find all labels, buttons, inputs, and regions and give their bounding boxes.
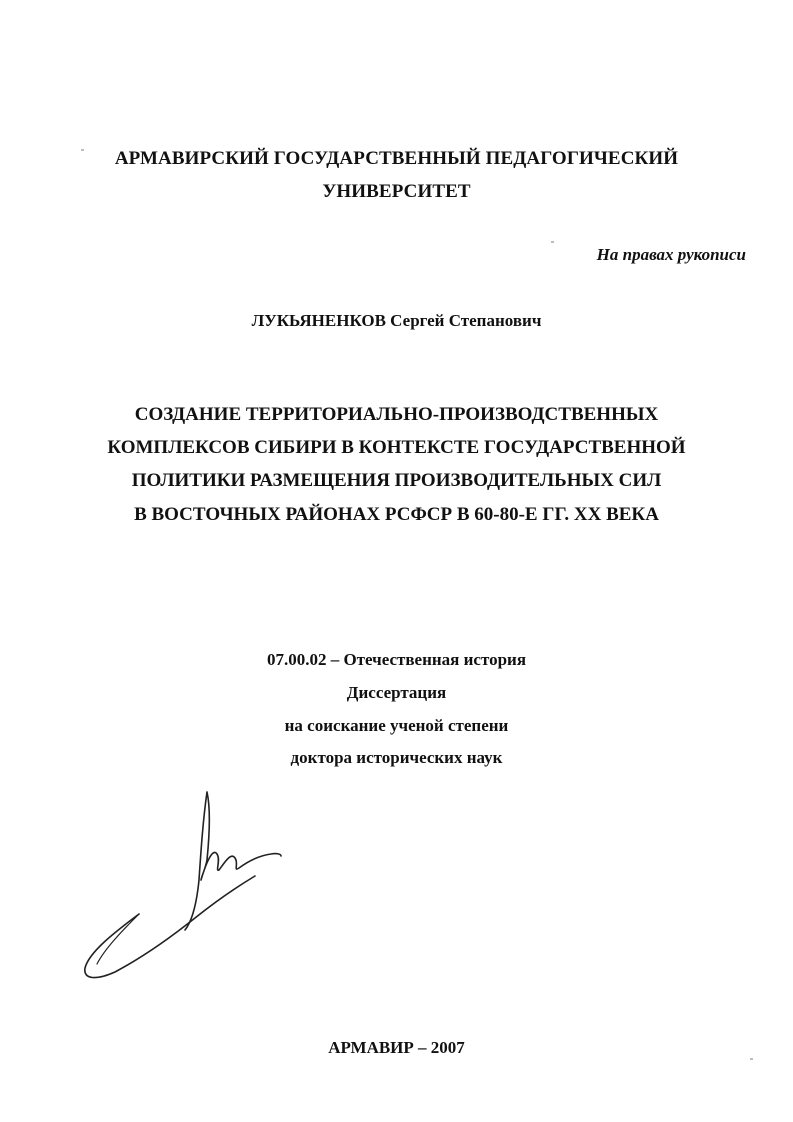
author-name: ЛУКЬЯНЕНКОВ Сергей Степанович — [251, 311, 542, 330]
city-year: АРМАВИР – 2007 — [328, 1038, 465, 1057]
scan-speck — [551, 241, 554, 243]
specialty-code: 07.00.02 – Отечественная история — [266, 650, 527, 669]
scan-speck — [750, 1058, 753, 1060]
work-type: Диссертация — [346, 683, 447, 702]
university-name-line-1: АРМАВИРСКИЙ ГОСУДАРСТВЕННЫЙ ПЕДАГОГИЧЕСКИЙ — [114, 148, 679, 169]
manuscript-note: На правах рукописи — [596, 245, 746, 264]
title-line-3: ПОЛИТИКИ РАЗМЕЩЕНИЯ ПРОИЗВОДИТЕЛЬНЫХ СИЛ — [131, 470, 662, 491]
scan-speck — [81, 149, 84, 151]
title-line-4: В ВОСТОЧНЫХ РАЙОНАХ РСФСР В 60-80-Е ГГ. XX ВЕКА — [134, 504, 659, 525]
degree-line-2: доктора исторических наук — [290, 748, 503, 767]
handwritten-signature — [75, 780, 295, 990]
degree-line-1: на соискание ученой степени — [284, 716, 509, 735]
university-name-line-2: УНИВЕРСИТЕТ — [322, 181, 471, 202]
title-line-1: СОЗДАНИЕ ТЕРРИТОРИАЛЬНО-ПРОИЗВОДСТВЕННЫХ — [134, 404, 659, 425]
title-line-2: КОМПЛЕКСОВ СИБИРИ В КОНТЕКСТЕ ГОСУДАРСТВЕННОЙ — [107, 437, 686, 458]
